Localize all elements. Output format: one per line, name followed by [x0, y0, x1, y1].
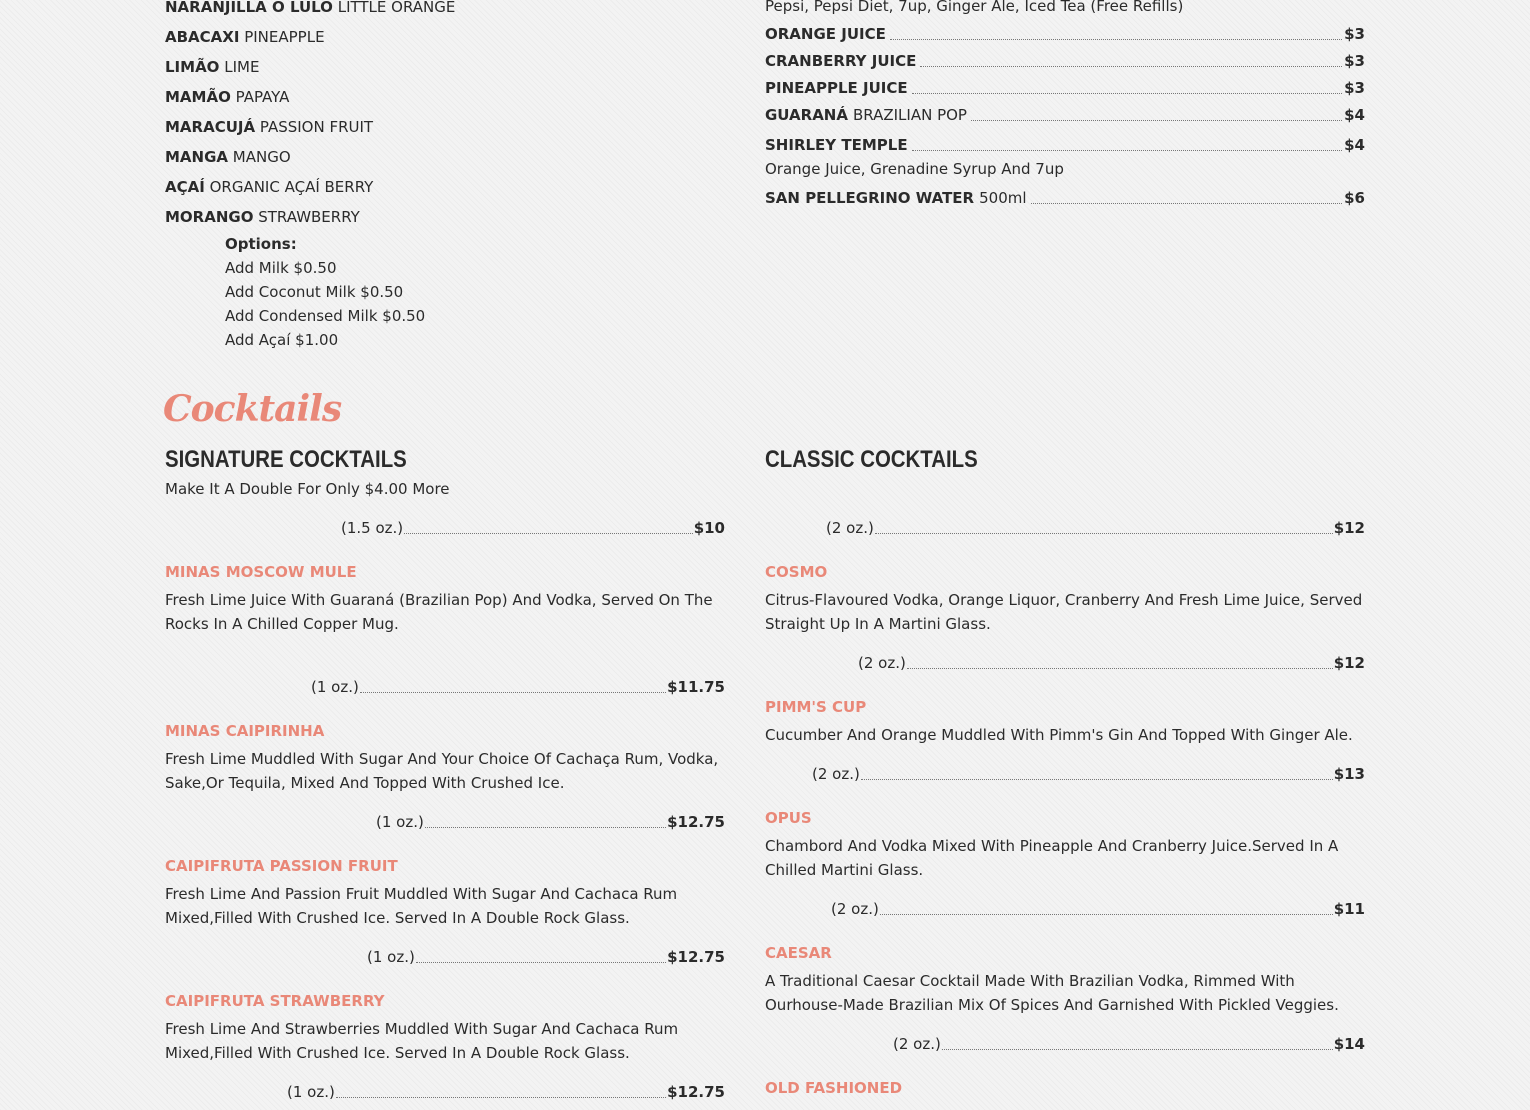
fruit-item [165, 28, 325, 46]
price-row [765, 519, 1365, 537]
fruit-pt-name: MORANGO [165, 208, 254, 226]
cocktail-name: OPUS [765, 809, 812, 827]
cocktail-price: $13 [1333, 765, 1365, 783]
drink-price: $4 [1344, 106, 1365, 124]
price-row [765, 1035, 1365, 1053]
serving-size: (2 oz.) [858, 654, 906, 672]
drink-price: $6 [1344, 189, 1365, 207]
cocktail-description: A Traditional Caesar Cocktail Made With Brazilian Vodka, Rimmed With Ourhouse-Made Brazilian Mix Of Spices And Garnished With Pickled Veggies. [765, 972, 1339, 1014]
serving-size: (2 oz.) [831, 900, 879, 918]
serving-size: (1.5 oz.) [341, 519, 404, 537]
cocktail-price: $11.75 [667, 678, 725, 696]
price-row [765, 654, 1365, 672]
drink-name: GUARANÁ [765, 106, 848, 124]
drink-price: $4 [1344, 136, 1365, 154]
fruit-pt-name: ABACAXI [165, 28, 240, 46]
leader-dots [404, 533, 693, 534]
cocktail-description: Cucumber And Orange Muddled With Pimm's Gin And Topped With Ginger Ale. [765, 726, 1353, 744]
cocktail-price: $10 [693, 519, 725, 537]
fruit-item [165, 118, 373, 136]
fruit-item [165, 178, 373, 196]
cocktail-description: Citrus-Flavoured Vodka, Orange Liquor, Cranberry And Fresh Lime Juice, Served Straight Up In A Martini Glass. [765, 591, 1363, 633]
drink-row [765, 25, 1365, 43]
drink-row [765, 136, 1365, 154]
drink-subtitle: BRAZILIAN POP [852, 106, 967, 124]
serving-size: (1 oz.) [367, 948, 415, 966]
cocktail-name: CAESAR [765, 944, 832, 962]
leader-dots [942, 1049, 1333, 1050]
cocktail-name: COSMO [765, 563, 828, 581]
leader-dots [890, 39, 1342, 40]
fruit-en-name: MANGO [232, 148, 291, 166]
serving-size: (1 oz.) [287, 1083, 335, 1101]
fruit-en-name: PASSION FRUIT [259, 118, 374, 136]
cocktail-description: Fresh Lime Muddled With Sugar And Your Choice Of Cachaça Rum, Vodka, Sake,Or Tequila, Mixed And Topped With Crushed Ice. [165, 750, 719, 792]
cocktail-price: $12.75 [667, 1083, 725, 1101]
price-row [765, 900, 1365, 918]
serving-size: (1 oz.) [376, 813, 424, 831]
leader-dots [920, 66, 1342, 67]
cocktail-name: CAIPIFRUTA PASSION FRUIT [165, 857, 398, 875]
drink-note: Orange Juice, Grenadine Syrup And 7up [765, 160, 1064, 178]
cocktail-name: CAIPIFRUTA STRAWBERRY [165, 992, 385, 1010]
leader-dots [912, 93, 1343, 94]
price-row [165, 948, 725, 966]
serving-size: (2 oz.) [826, 519, 874, 537]
drink-name: CRANBERRY JUICE [765, 52, 917, 70]
cocktail-description: Fresh Lime And Passion Fruit Muddled With Sugar And Cachaca Rum Mixed,Filled With Crushed Ice. Served In A Double Rock Glass. [165, 885, 678, 927]
serving-size: (2 oz.) [893, 1035, 941, 1053]
options-title: Options: [225, 235, 297, 253]
fruit-en-name: STRAWBERRY [258, 208, 360, 226]
drink-name: SHIRLEY TEMPLE [765, 136, 908, 154]
cocktail-name: MINAS CAIPIRINHA [165, 722, 325, 740]
leader-dots [861, 779, 1333, 780]
price-row [165, 519, 725, 537]
cocktail-price: $12 [1333, 654, 1365, 672]
leader-dots [1031, 203, 1343, 204]
cocktail-price: $11 [1333, 900, 1365, 918]
leader-dots [875, 533, 1333, 534]
cocktail-name: MINAS MOSCOW MULE [165, 563, 357, 581]
drink-price: $3 [1344, 52, 1365, 70]
cocktail-description: Fresh Lime And Strawberries Muddled With Sugar And Cachaca Rum Mixed,Filled With Crushed Ice. Served In A Double Rock Glass. [165, 1020, 679, 1062]
fruit-pt-name: MANGA [165, 148, 229, 166]
cocktail-name: PIMM'S CUP [765, 698, 867, 716]
classic-heading: CLASSIC COCKTAILS [765, 446, 978, 473]
price-row [765, 765, 1365, 783]
fruit-pt-name: MAMÃO [165, 88, 231, 106]
drink-row [765, 52, 1365, 70]
fruit-item [165, 148, 291, 166]
leader-dots [971, 120, 1342, 121]
serving-size: (2 oz.) [812, 765, 860, 783]
section-title: Cocktails [163, 388, 342, 430]
soft-drinks-note: Pepsi, Pepsi Diet, 7up, Ginger Ale, Iced Tea (Free Refills) [765, 0, 1184, 15]
fruit-item [165, 0, 455, 16]
price-row [165, 813, 725, 831]
option-item: Add Condensed Milk $0.50 [225, 307, 426, 325]
drink-price: $3 [1344, 79, 1365, 97]
fruit-en-name: ORGANIC AÇAÍ BERRY [209, 178, 374, 196]
cocktail-price: $12.75 [667, 948, 725, 966]
fruit-pt-name: AÇAÍ [165, 178, 205, 196]
fruit-en-name: PINEAPPLE [244, 28, 325, 46]
leader-dots [880, 914, 1333, 915]
option-item: Add Milk $0.50 [225, 259, 337, 277]
fruit-item [165, 88, 289, 106]
cocktail-description: Chambord And Vodka Mixed With Pineapple And Cranberry Juice.Served In A Chilled Martini Glass. [765, 837, 1339, 879]
leader-dots [416, 962, 666, 963]
drink-name: PINEAPPLE JUICE [765, 79, 908, 97]
leader-dots [336, 1097, 666, 1098]
fruit-item [165, 58, 259, 76]
leader-dots [912, 150, 1343, 151]
cocktail-description: Fresh Lime Juice With Guaraná (Brazilian Pop) And Vodka, Served On The Rocks In A Chilled Copper Mug. [165, 591, 713, 633]
cocktail-price: $12.75 [667, 813, 725, 831]
drink-price: $3 [1344, 25, 1365, 43]
leader-dots [425, 827, 666, 828]
signature-subtitle: Make It A Double For Only $4.00 More [165, 480, 450, 498]
serving-size: (1 oz.) [311, 678, 359, 696]
option-item: Add Açaí $1.00 [225, 331, 339, 349]
price-row [165, 1083, 725, 1101]
leader-dots [907, 668, 1333, 669]
fruit-item [165, 208, 360, 226]
fruit-pt-name: MARACUJÁ [165, 118, 256, 136]
drink-row [765, 189, 1365, 207]
drink-name: SAN PELLEGRINO WATER [765, 189, 975, 207]
drink-subtitle: 500ml [979, 189, 1027, 207]
cocktail-price: $12 [1333, 519, 1365, 537]
cocktail-name: OLD FASHIONED [765, 1079, 903, 1097]
drink-name: ORANGE JUICE [765, 25, 886, 43]
price-row [165, 678, 725, 696]
drink-row [765, 79, 1365, 97]
fruit-en-name: LIME [224, 58, 260, 76]
fruit-pt-name: LIMÃO [165, 58, 220, 76]
leader-dots [360, 692, 666, 693]
drink-row [765, 106, 1365, 124]
fruit-en-name: PAPAYA [235, 88, 290, 106]
option-item: Add Coconut Milk $0.50 [225, 283, 404, 301]
signature-heading: SIGNATURE COCKTAILS [165, 446, 407, 473]
fruit-en-name: LITTLE ORANGE [337, 0, 456, 16]
fruit-pt-name: NARANJILLA O LULO [165, 0, 333, 16]
cocktail-price: $14 [1333, 1035, 1365, 1053]
